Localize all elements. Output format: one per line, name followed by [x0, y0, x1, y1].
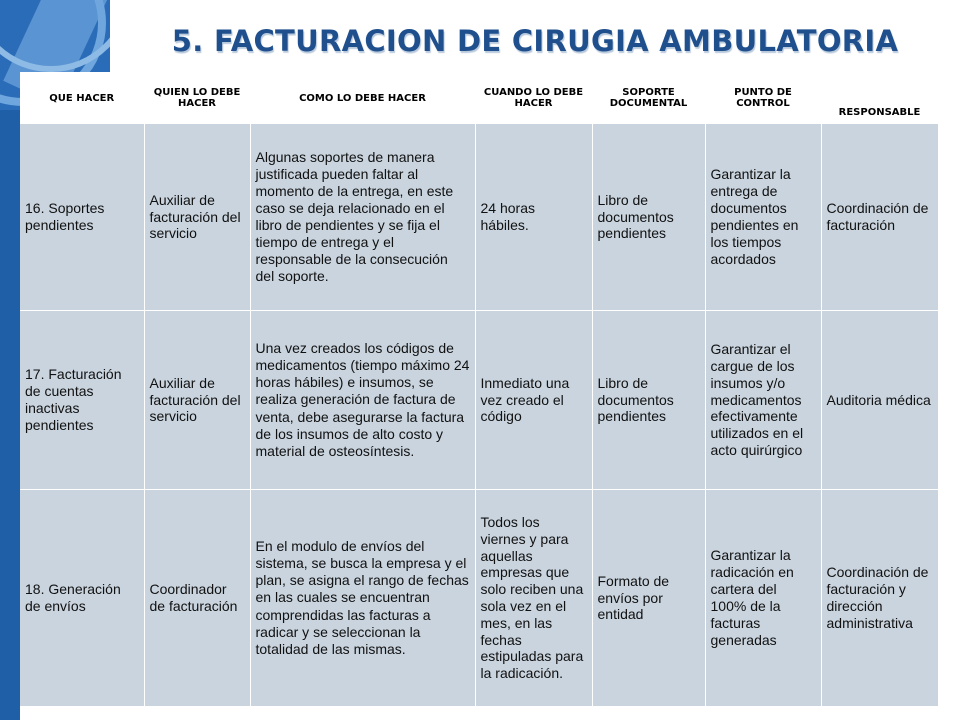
cell-responsable: Auditoria médica — [821, 311, 938, 490]
cell-responsable: Coordinación de facturación — [821, 124, 938, 311]
header-quien-lo-debe-hacer: QUIEN LO DEBE HACER — [144, 72, 250, 124]
table-row — [20, 490, 938, 707]
header-que-hacer: QUE HACER — [20, 72, 144, 124]
header-soporte-documental: SOPORTE DOCUMENTAL — [592, 72, 705, 124]
cell-responsable: Coordinación de facturación y dirección administrativa — [821, 490, 938, 707]
cell-como: Una vez creados los códigos de medicamentos (tiempo máximo 24 horas hábiles) e insumos, se realiza generación de factura de venta, debe asegurarse la factura de los insumos de alto costo y material de osteosíntesis. — [250, 311, 475, 490]
cell-quien: Auxiliar de facturación del servicio — [144, 124, 250, 311]
cell-quien: Auxiliar de facturación del servicio — [144, 311, 250, 490]
process-table-container — [20, 72, 938, 692]
cell-como: Algunas soportes de manera justificada pueden faltar al momento de la entrega, en este caso se deja relacionado en el libro de pendientes y se fija el tiempo de entrega y el responsable de la consecución del soporte. — [250, 124, 475, 311]
table-row — [20, 311, 938, 490]
cell-cuando: Inmediato una vez creado el código — [475, 311, 592, 490]
cell-punto-control: Garantizar el cargue de los insumos y/o medicamentos efectivamente utilizados en el acto quirúrgico — [705, 311, 821, 490]
cell-que-hacer: 16. Soportes pendientes — [20, 124, 144, 311]
header-cuando-lo-debe-hacer: CUANDO LO DEBE HACER — [475, 72, 592, 124]
cell-punto-control: Garantizar la entrega de documentos pendientes en los tiempos acordados — [705, 124, 821, 311]
cell-cuando: Todos los viernes y para aquellas empresas que solo reciben una sola vez en el mes, en las fechas estipuladas para la radicación. — [475, 490, 592, 707]
header-punto-de-control: PUNTO DE CONTROL — [705, 72, 821, 124]
cell-como: En el modulo de envíos del sistema, se busca la empresa y el plan, se asigna el rango de fechas en las cuales se encuentran comprendidas las facturas a radicar y se seleccionan la totalidad de las mismas. — [250, 490, 475, 707]
cell-quien: Coordinador de facturación — [144, 490, 250, 707]
cell-que-hacer: 18. Generación de envíos — [20, 490, 144, 707]
cell-soporte: Libro de documentos pendientes — [592, 124, 705, 311]
process-table — [20, 72, 939, 707]
cell-que-hacer: 17. Facturación de cuentas inactivas pendientes — [20, 311, 144, 490]
cell-cuando: 24 horas hábiles. — [475, 124, 592, 311]
cell-soporte: Libro de documentos pendientes — [592, 311, 705, 490]
table-header-row — [20, 72, 938, 124]
header-como-lo-debe-hacer: COMO LO DEBE HACER — [250, 72, 475, 124]
page-title: 5. FACTURACION DE CIRUGIA AMBULATORIA — [171, 24, 899, 58]
table-row — [20, 124, 938, 311]
cell-soporte: Formato de envíos por entidad — [592, 490, 705, 707]
cell-punto-control: Garantizar la radicación en cartera del 100% de la facturas generadas — [705, 490, 821, 707]
header-responsable: RESPONSABLE — [821, 72, 938, 124]
